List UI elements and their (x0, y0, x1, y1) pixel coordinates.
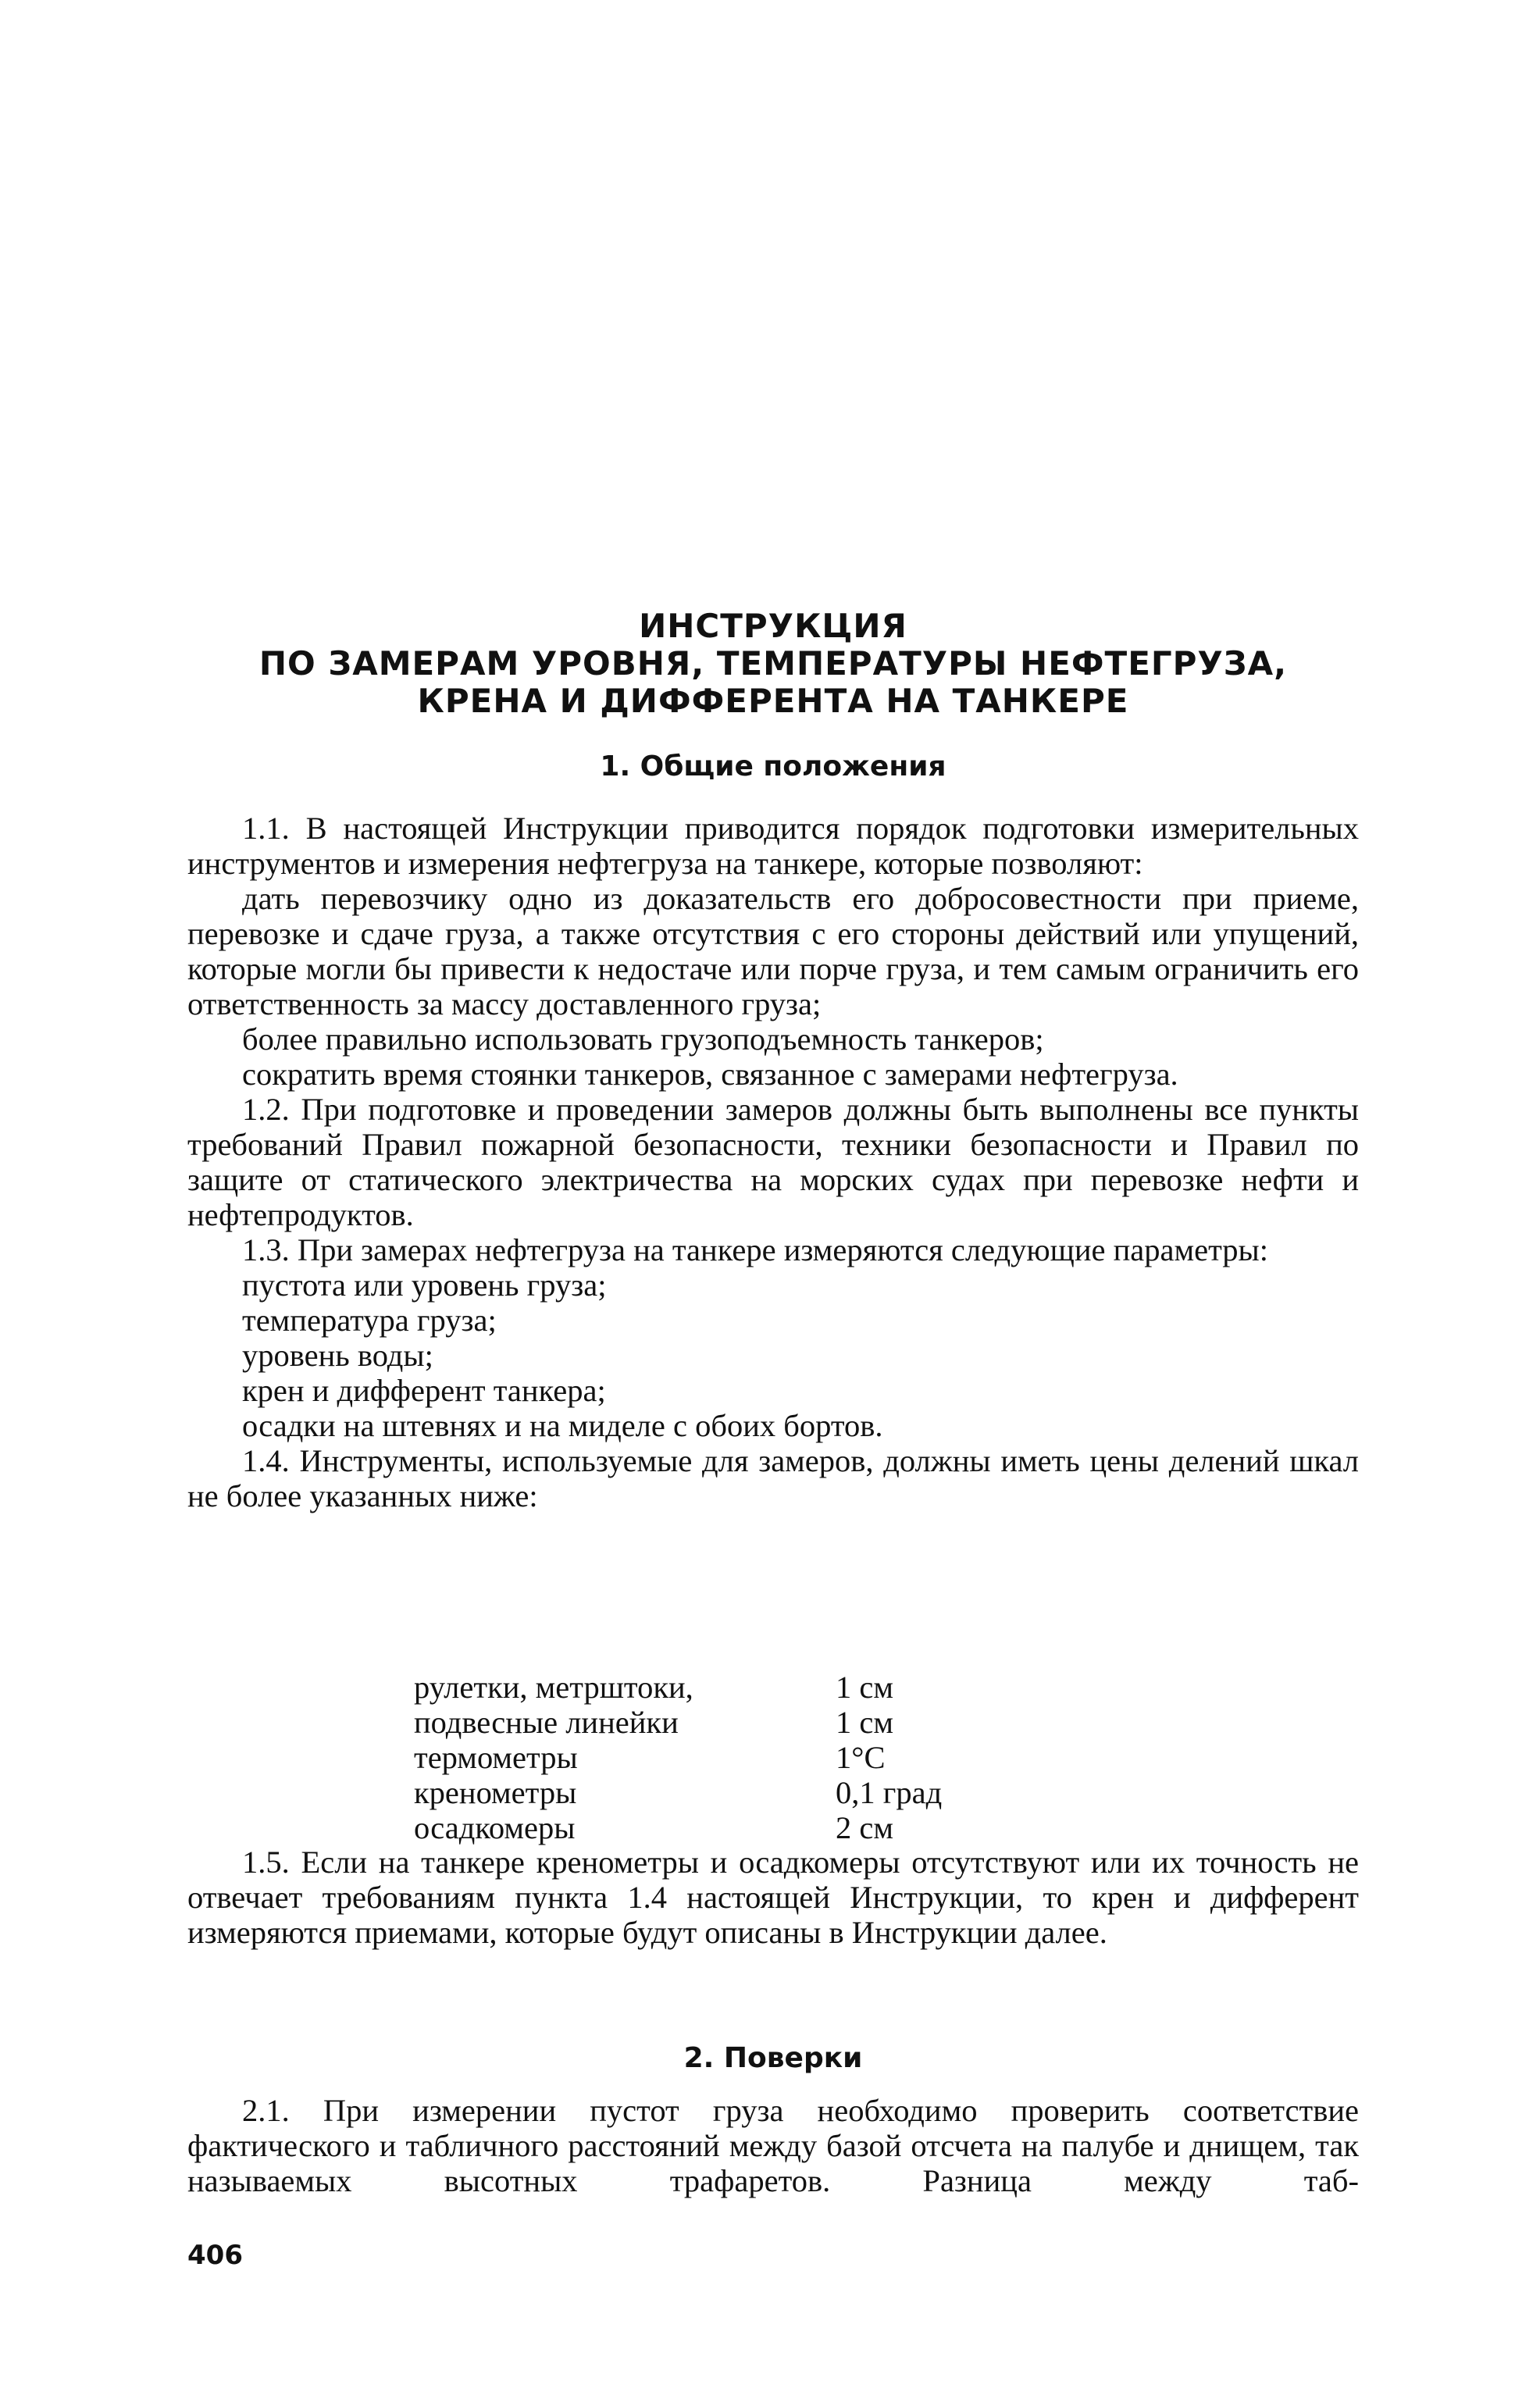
parameter-item: осадки на штевнях и на миделе с обоих бортов. (242, 1408, 883, 1443)
instrument-name: подвесные линейки (414, 1705, 679, 1740)
instrument-name: осадкомеры (414, 1810, 576, 1845)
paragraph-1-3: 1.3. При замерах нефтегруза на танкере измеряются следующие параметры: (242, 1232, 1269, 1267)
parameter-item: пустота или уровень груза; (242, 1267, 607, 1303)
section-1-heading: 1. Общие положения (600, 750, 946, 782)
title-line-3: КРЕНА И ДИФФЕРЕНТА НА ТАНКЕРЕ (417, 682, 1129, 720)
paragraph-list-item: дать перевозчику одно из доказательств его добросовестности при приеме, перевозке и сдаче груза, а также отсутствия с его стороны действий или упущений, которые могли бы привести к недостаче или порче груза, и тем самым ограничить его ответственность за массу доставленного груза; (187, 881, 1359, 1021)
instrument-name: кренометры (414, 1775, 577, 1810)
instrument-name: рулетки, метрштоки, (414, 1670, 693, 1705)
instrument-value: 1°С (836, 1740, 886, 1775)
section-1-body (187, 811, 1359, 1513)
title-line-1: ИНСТРУКЦИЯ (639, 607, 907, 645)
parameter-item: уровень воды; (242, 1338, 433, 1373)
instrument-row (414, 1775, 1070, 1810)
document-title (187, 608, 1359, 720)
title-line-2: ПО ЗАМЕРАМ УРОВНЯ, ТЕМПЕРАТУРЫ НЕФТЕГРУЗА, (258, 644, 1288, 683)
section-1-closing (187, 1845, 1359, 1950)
page-number: 406 (187, 2240, 243, 2271)
instrument-row (414, 1705, 1070, 1740)
paragraph-2-1: 2.1. При измерении пустот груза необходимо проверить соответствие фактического и табличного расстояний между базой отсчета на палубе и днищем, так называемых высотных трафаретов. Разница между таб- (187, 2093, 1359, 2198)
instrument-name: термометры (414, 1740, 578, 1775)
instrument-value: 1 см (836, 1670, 893, 1705)
paragraph-1-5: 1.5. Если на танкере кренометры и осадкомеры отсутствуют или их точность не отвечает требованиям пункта 1.4 настоящей Инструкции, то крен и дифферент измеряются приемами, которые будут описаны в Инструкции далее. (187, 1845, 1359, 1950)
paragraph-list-item: более правильно использовать грузоподъемность танкеров; (242, 1021, 1044, 1057)
paragraph-1-1: 1.1. В настоящей Инструкции приводится порядок подготовки измерительных инструментов и измерения нефтегруза на танкере, которые позволяют: (187, 811, 1359, 881)
instrument-table (414, 1670, 1070, 1845)
instrument-value: 0,1 град (836, 1775, 943, 1810)
instrument-row (414, 1740, 1070, 1775)
document-page (187, 0, 1359, 2399)
parameter-item: крен и дифферент танкера; (242, 1373, 606, 1408)
instrument-value: 1 см (836, 1705, 893, 1740)
instrument-row (414, 1810, 1070, 1845)
paragraph-1-2: 1.2. При подготовке и проведении замеров должны быть выполнены все пункты требований Правил пожарной безопасности, техники безопасности и Правил по защите от статического электричества на морских судах при перевозке нефти и нефтепродуктов. (187, 1092, 1359, 1232)
instrument-value: 2 см (836, 1810, 893, 1845)
section-2-body (187, 2093, 1359, 2198)
paragraph-1-4: 1.4. Инструменты, используемые для замеров, должны иметь цены делений шкал не более указанных ниже: (187, 1443, 1359, 1513)
paragraph-list-item: сократить время стоянки танкеров, связанное с замерами нефтегруза. (242, 1057, 1178, 1092)
instrument-row (414, 1670, 1070, 1705)
parameter-item: температура груза; (242, 1303, 497, 1338)
section-2-heading: 2. Поверки (683, 2042, 863, 2074)
